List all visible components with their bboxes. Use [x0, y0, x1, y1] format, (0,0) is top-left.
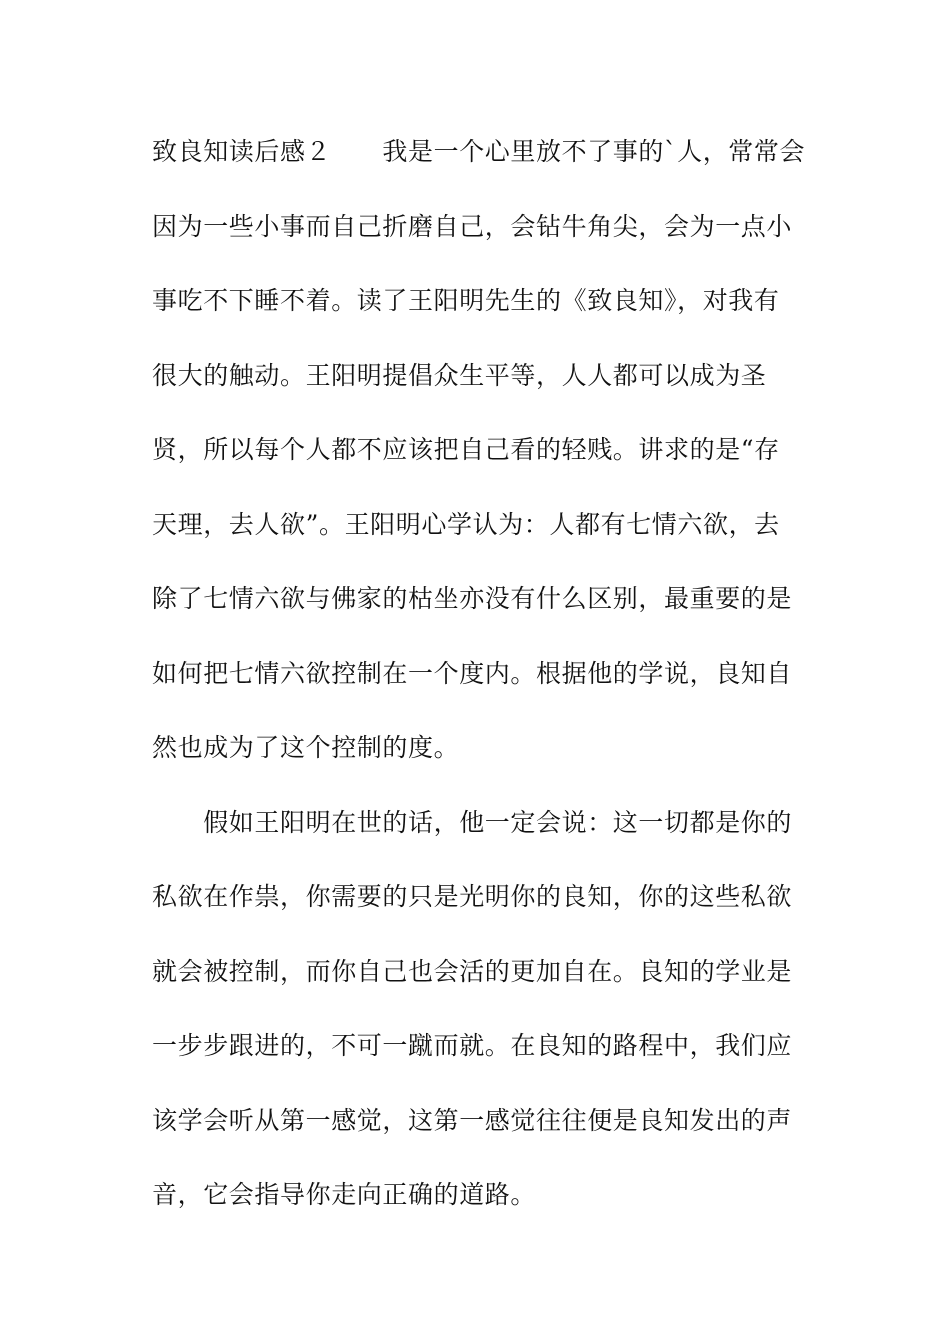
text-line: 贤，所以每个人都不应该把自己看的轻贱。讲求的是“存	[152, 435, 780, 464]
text-line: 然也成为了这个控制的度。	[152, 733, 460, 762]
text-line: 如何把七情六欲控制在一个度内。根据他的学说，良知自	[152, 659, 793, 688]
text-line: 音，它会指导你走向正确的道路。	[152, 1180, 537, 1209]
text-line: 很大的触动。王阳明提倡众生平等，人人都可以成为圣	[152, 361, 767, 390]
text-line: 假如王阳明在世的话，他一定会说：这一切都是你的	[152, 808, 793, 837]
text-line: 该学会听从第一感觉，这第一感觉往往便是良知发出的声	[152, 1106, 793, 1135]
text-line: 一步步跟进的，不可一蹴而就。在良知的路程中，我们应	[152, 1031, 793, 1060]
text-line: 因为一些小事而自己折磨自己，会钻牛角尖，会为一点小	[152, 212, 793, 241]
text-line: 致良知读后感２ 我是一个心里放不了事的`人，常常会	[152, 137, 806, 166]
text-line: 私欲在作祟，你需要的只是光明你的良知，你的这些私欲	[152, 882, 793, 911]
text-line: 除了七情六欲与佛家的枯坐亦没有什么区别，最重要的是	[152, 584, 793, 613]
text-line: 就会被控制，而你自己也会活的更加自在。良知的学业是	[152, 957, 793, 986]
text-line: 事吃不下睡不着。读了王阳明先生的《致良知》，对我有	[152, 286, 780, 315]
text-line: 天理，去人欲”。王阳明心学认为：人都有七情六欲，去	[152, 510, 780, 539]
